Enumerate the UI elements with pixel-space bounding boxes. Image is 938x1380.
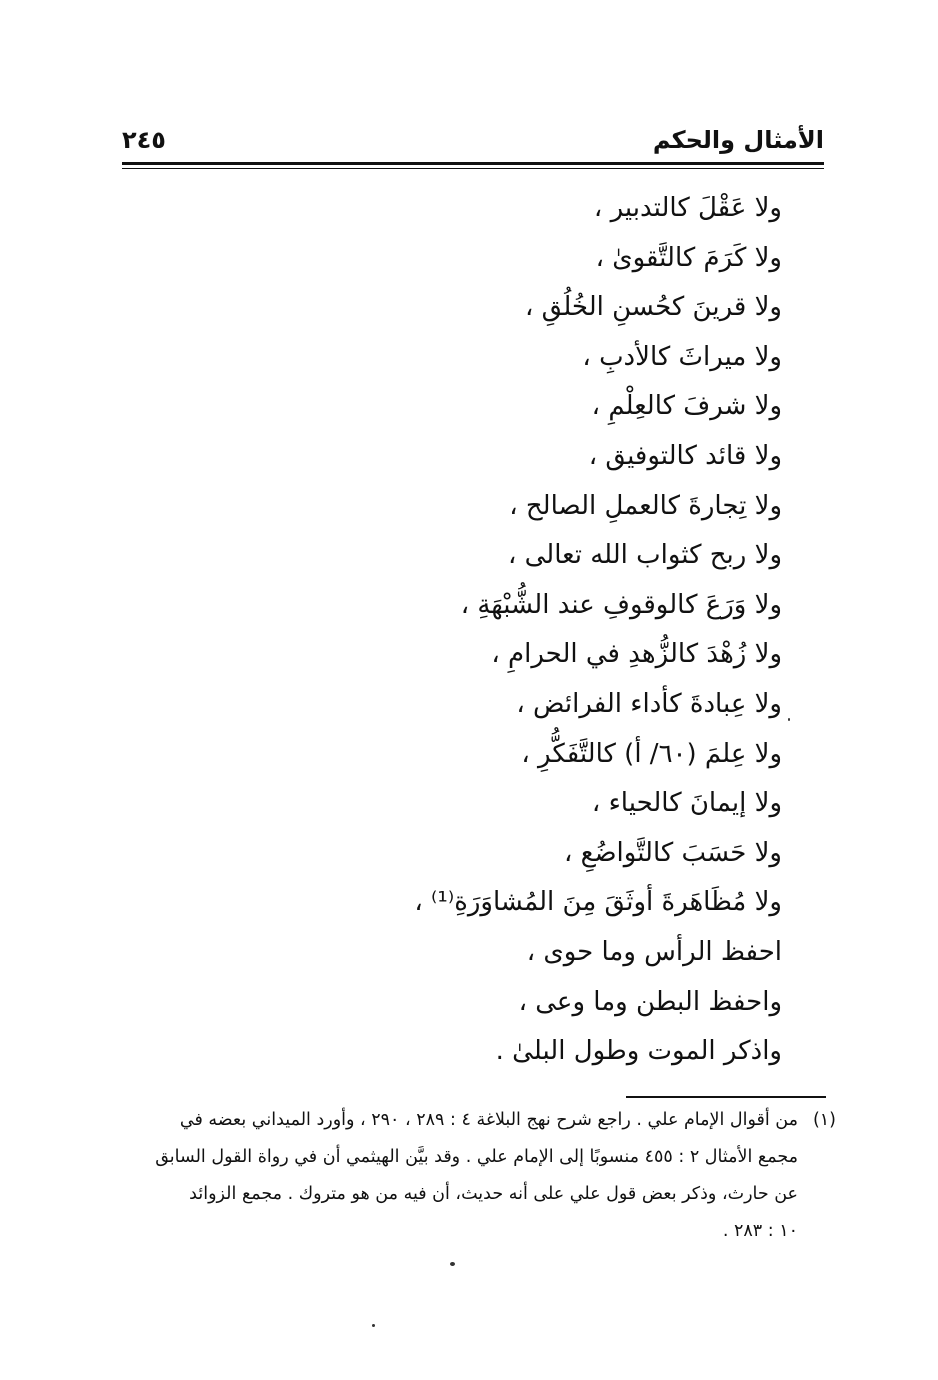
scan-speck [372,1324,375,1327]
saying-line: ولا كَرَمَ كالتَّقوىٰ ، [595,242,782,273]
saying-line: واحفظ البطن وما وعى ، [518,986,782,1017]
header-rule-thick [122,162,824,165]
saying-line: ولا عَقْلَ كالتدبير ، [593,193,782,223]
scan-speck [450,1262,455,1266]
footnote-number: (١) [812,1110,836,1130]
footnote-line-1 [122,1102,836,1139]
running-header [122,122,824,158]
saying-line: ولا ميراثَ كالأدبِ ، [582,341,782,372]
saying-line: ولا مُظَاهَرةَ أوثَقَ مِنَ المُشاوَرَةِ⁽¹⁾ ، [414,887,782,918]
footnote-separator [626,1096,826,1098]
saying-line: ولا حَسَبَ كالتَّواضُعِ ، [563,837,782,868]
saying-line: ولا وَرَعَ كالوقوفِ عند الشُّبْهَةِ ، [460,589,782,620]
footnote-line-2: مجمع الأمثال ٢ : ٤٥٥ منسوبًا إلى الإمام علي . وقد بيَّن الهيثمي أن في رواة القول السابق [155,1147,798,1167]
footnote-line-4: ١٠ : ٢٨٣ . [722,1221,798,1241]
saying-line: ولا قائد كالتوفيق ، [588,440,782,471]
saying-line: احفظ الرأس وما حوى ، [526,936,782,967]
saying-line: ولا عِبادةَ كأداء الفرائض ، [516,688,782,719]
footnote-line-3: عن حارث، وذكر بعض قول علي على أنه حديث، أن فيه من هو متروك . مجمع الزوائد [189,1184,798,1204]
sayings-list [282,184,782,1077]
page-number: ٢٤٥ [122,126,166,154]
saying-line: ولا زُهْدَ كالزُّهدِ في الحرامِ ، [491,639,782,670]
saying-line: ولا شرفَ كالعِلْمِ ، [591,391,782,422]
scan-speck [788,718,790,721]
footnote [122,1102,836,1250]
saying-line: واذكر الموت وطول البلىٰ . [495,1036,782,1067]
saying-line: ولا قرينَ كحُسنِ الخُلُقِ ، [524,292,782,323]
saying-line: ولا عِلمَ (٦٠/ أ) كالتَّفَكُّرِ ، [521,738,782,769]
saying-line: ولا ربح كثواب الله تعالى ، [507,540,782,571]
saying-line: ولا إيمانَ كالحياء ، [591,788,782,819]
saying-line: ولا تِجارةَ كالعملِ الصالح ، [509,490,782,521]
running-title: الأمثال والحكم [652,126,824,154]
header-rule-thin [122,168,824,169]
footnote-text: من أقوال الإمام علي . راجع شرح نهج البلاغة ٤ : ٢٨٩ ، ٢٩٠ ، وأورد الميداني بعضه في [179,1110,798,1130]
